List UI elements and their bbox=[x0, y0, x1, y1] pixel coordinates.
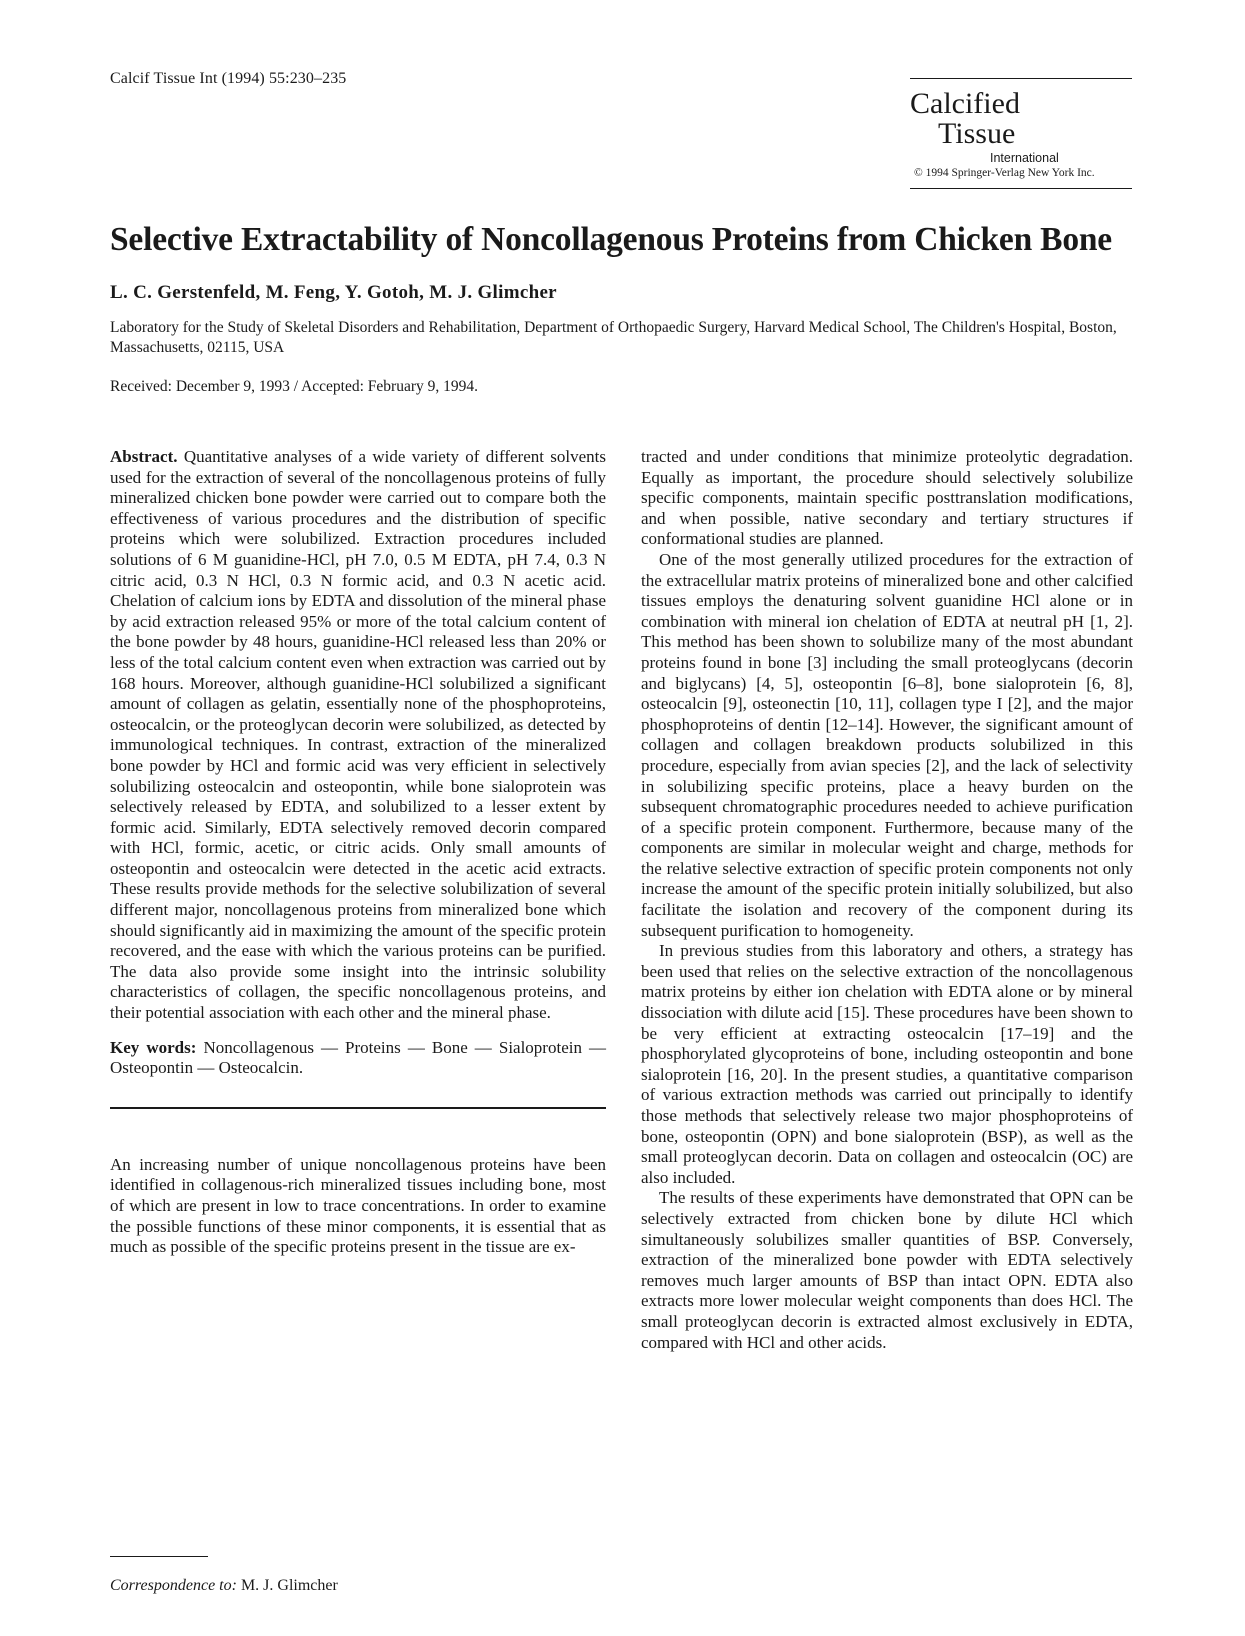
correspondence-label: Correspondence to: bbox=[110, 1577, 237, 1594]
journal-title-line1: Calcified bbox=[910, 87, 1020, 120]
article-title: Selective Extractability of Noncollagenous Proteins from Chicken Bone bbox=[110, 221, 1112, 258]
keywords-label: Key words: bbox=[110, 1037, 197, 1057]
correspondence-name: M. J. Glimcher bbox=[240, 1577, 338, 1594]
copyright-notice: © 1994 Springer-Verlag New York Inc. bbox=[914, 167, 1095, 179]
journal-masthead bbox=[910, 78, 1132, 189]
author-list: L. C. Gerstenfeld, M. Feng, Y. Gotoh, M. J. Glimcher bbox=[110, 282, 557, 303]
journal-citation: Calcif Tissue Int (1994) 55:230–235 bbox=[110, 70, 347, 87]
left-column bbox=[110, 447, 606, 1258]
abstract bbox=[110, 447, 606, 1024]
journal-title-line3: International bbox=[990, 151, 1059, 165]
footnote-rule bbox=[110, 1556, 208, 1557]
body-paragraph-2: One of the most generally utilized procedures for the extraction of the extracellular matrix proteins of mineralized bone and other calcified tissues employs the denaturing solvent guanidine HCl alone or in combination with mineral ion chelation of EDTA at neutral pH [1, 2]. This method has been shown to solubilize many of the most abundant proteins found in bone [3] including the small proteoglycans (decorin and biglycans) [4, 5], osteopontin [6–8], bone sialoprotein [6, 8], osteocalcin [9], osteonectin [10, 11], collagen type I [2], and the major phosphoproteins of dentin [12–14]. However, the significant amount of collagen and collagen breakdown products solubilized in this procedure, especially from avian species [2], and the lack of selectivity in solubilizing specific proteins, place a heavy burden on the subsequent chromatographic procedures needed to achieve purification of a specific protein component. Furthermore, because many of the components are similar in molecular weight and charge, methods for the relative selective extraction of specific protein components not only increase the amount of the specific protein initially solubilized, but also facilitate the isolation and recovery of the component during its subsequent purification to homogeneity. bbox=[641, 549, 1133, 940]
keywords-text: Noncollagenous — Proteins — Bone — Sialoprotein — Osteopontin — Osteocalcin. bbox=[110, 1037, 607, 1078]
correspondence-note bbox=[110, 1577, 338, 1595]
journal-title-line2: Tissue bbox=[938, 117, 1016, 150]
received-accepted-dates: Received: December 9, 1993 / Accepted: February 9, 1994. bbox=[110, 378, 479, 395]
intro-paragraph: An increasing number of unique noncollagenous proteins have been identified in collagenous-rich mineralized tissues including bone, most of which are present in low to trace concentrations. In order to examine the possible functions of these minor components, it is essential that as much as possible of the specific proteins present in the tissue are ex- bbox=[110, 1154, 606, 1257]
abstract-text: Quantitative analyses of a wide variety of different solvents used for the extraction of several of the noncollagenous proteins of fully mineralized chicken bone powder were carried out to compare both the effectiveness of various procedures and the distribution of specific proteins which were solubilized. Extraction procedures included solutions of 6 M guanidine-HCl, pH 7.0, 0.5 M EDTA, pH 7.4, 0.3 N citric acid, 0.3 N HCl, 0.3 N formic acid, and 0.3 N acetic acid. Chelation of calcium ions by EDTA and dissolution of the mineral phase by acid extraction released 95% or more of the total calcium content of the bone powder by 48 hours, guanidine-HCl released less than 20% or less of the total calcium content even when extraction was carried out by 168 hours. Moreover, although guanidine-HCl solubilized a significant amount of collagen as gelatin, essentially none of the phosphoproteins, osteocalcin, or the proteoglycan decorin were solubilized, as detected by immunological techniques. In contrast, extraction of the mineralized bone powder by HCl and formic acid was very efficient in selectively solubilizing osteocalcin and osteopontin, while bone sialoprotein was selectively released by EDTA, and solubilized to a lesser extent by formic acid. Similarly, EDTA selectively removed decorin compared with HCl, formic, acetic, or citric acids. Only small amounts of osteopontin and osteocalcin were detected in the acetic acid extracts. These results provide methods for the selective solubilization of several different major, noncollagenous proteins from mineralized bone which should significantly aid in maximizing the amount of the specific protein recovered, and the ease with which the various proteins can be purified. The data also provide some insight into the intrinsic solubility characteristics of collagen, the specific noncollagenous proteins, and their potential association with each other and the mineral phase. bbox=[110, 447, 606, 1023]
body-paragraph-1: tracted and under conditions that minimize proteolytic degradation. Equally as important, the procedure should selectively solubilize specific components, maintain specific posttranslation modifications, and when possible, native secondary and tertiary structures if conformational studies are planned. bbox=[641, 447, 1133, 549]
abstract-label: Abstract. bbox=[110, 447, 178, 466]
body-paragraph-3: In previous studies from this laboratory and others, a strategy has been used that relies on the selective extraction of the noncollagenous matrix proteins by either ion chelation with EDTA alone or by mineral dissociation with dilute acid [15]. These procedures have been shown to be very efficient at extracting osteocalcin [17–19] and the phosphorylated glycoproteins of bone, including osteopontin and bone sialoprotein [16, 20]. In the present studies, a quantitative comparison of various extraction methods was carried out principally to identify those methods that selectively release two major phosphoproteins of bone, osteopontin (OPN) and bone sialoprotein (BSP), as well as the small proteoglycan decorin. Data on collagen and osteocalcin (OC) are also included. bbox=[641, 941, 1133, 1187]
keywords bbox=[110, 1038, 606, 1079]
body-paragraph-4: The results of these experiments have demonstrated that OPN can be selectively extracted from chicken bone by dilute HCl which simultaneously solubilizes smaller quantities of BSP. Conversely, extraction of the mineralized bone powder with EDTA selectively removes much larger amounts of BSP than intact OPN. EDTA also extracts more lower molecular weight components than does HCl. The small proteoglycan decorin is extracted almost exclusively in EDTA, compared with HCl and other acids. bbox=[641, 1188, 1133, 1352]
section-divider bbox=[110, 1107, 606, 1109]
affiliation: Laboratory for the Study of Skeletal Disorders and Rehabilitation, Department of Orthopaedic Surgery, Harvard Medical School, The Children's Hospital, Boston, Massachusetts, 02115, USA bbox=[110, 319, 1117, 356]
right-column bbox=[641, 447, 1133, 1353]
